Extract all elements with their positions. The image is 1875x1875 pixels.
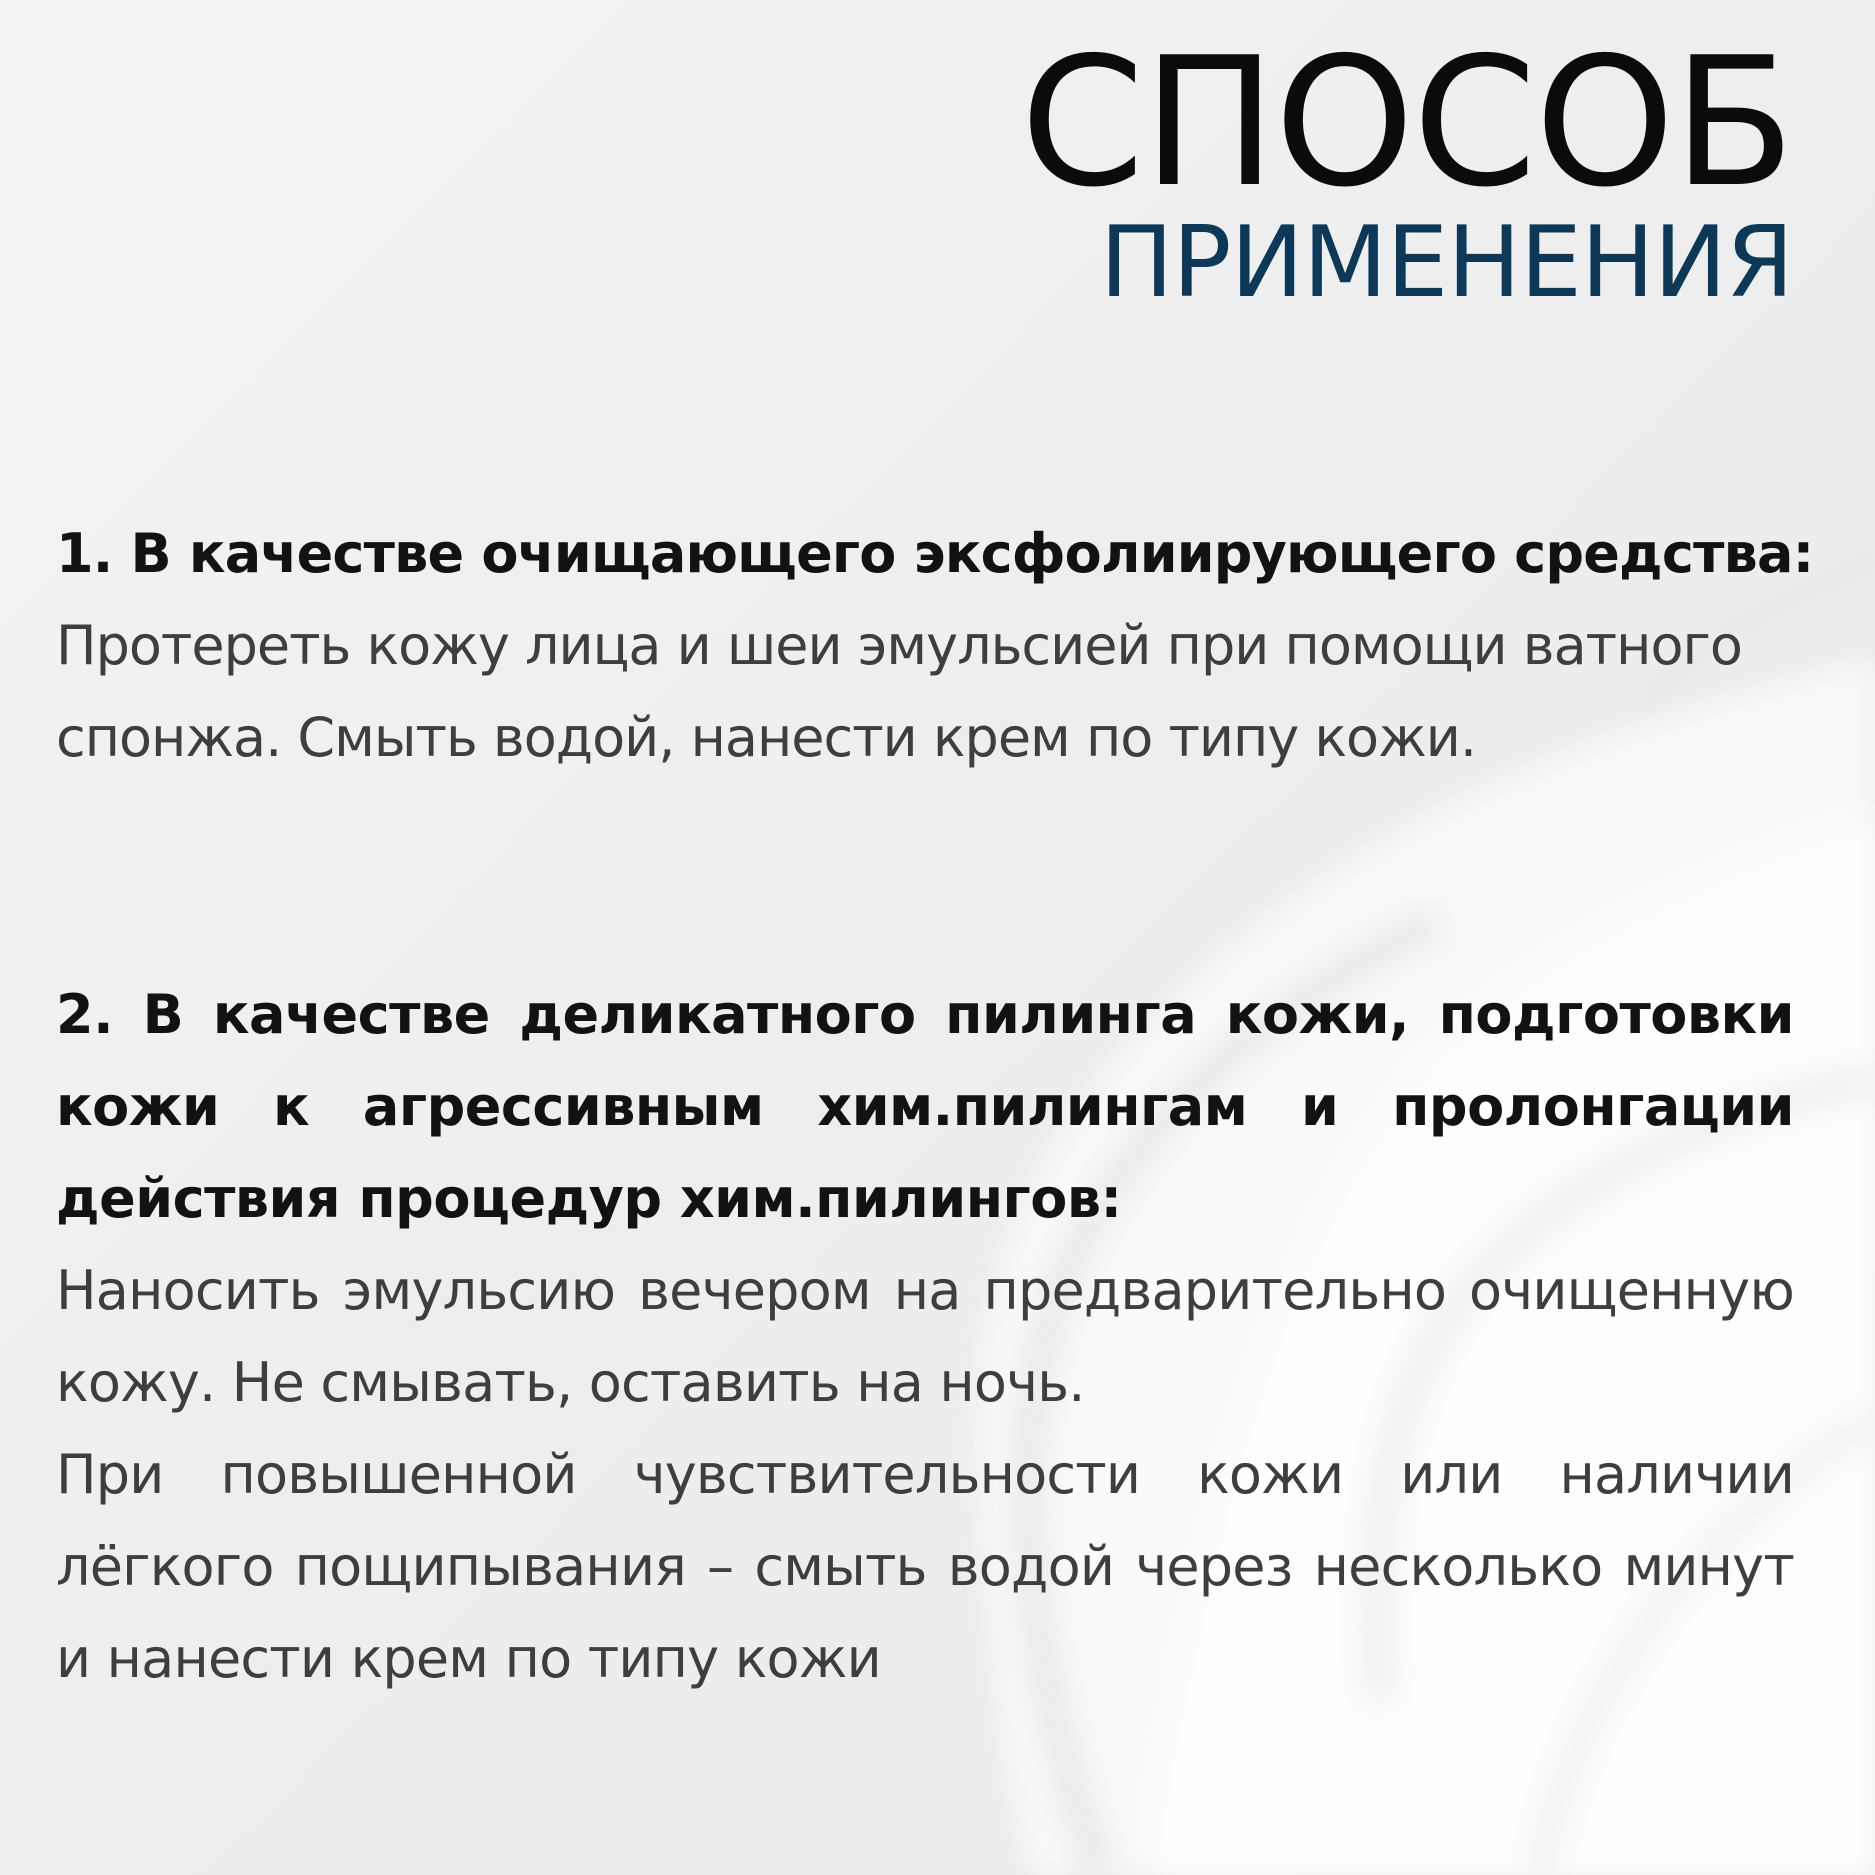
title-block: [1020, 19, 1793, 320]
section-heading-cleansing: 1. В качестве очищающего эксфолиирующего средства:: [56, 522, 1814, 585]
page-title: СПОСОБ: [1020, 19, 1793, 226]
section-cleansing: [56, 508, 1814, 784]
section-body-peeling-sensitivity: При повышенной чувствительности кожи или наличии лёгкого пощипывания – смыть водой через несколько минут и нанести крем по типу кожи: [56, 1443, 1794, 1690]
page-subtitle: ПРИМЕНЕНИЯ: [1099, 206, 1793, 320]
section-heading-peeling: 2. В качестве деликатного пилинга кожи, подготовки кожи к агрессивным хим.пилингам и пролонгации действия процедур хим.пилингов:: [56, 983, 1794, 1230]
section-body-cleansing: Протереть кожу лица и шеи эмульсией при помощи ватного спонжа. Смыть водой, нанести крем по типу кожи.: [56, 614, 1742, 769]
section-body-peeling-application: Наносить эмульсию вечером на предварительно очищенную кожу. Не смывать, оставить на ночь.: [56, 1259, 1794, 1414]
section-peeling: [56, 969, 1794, 1705]
